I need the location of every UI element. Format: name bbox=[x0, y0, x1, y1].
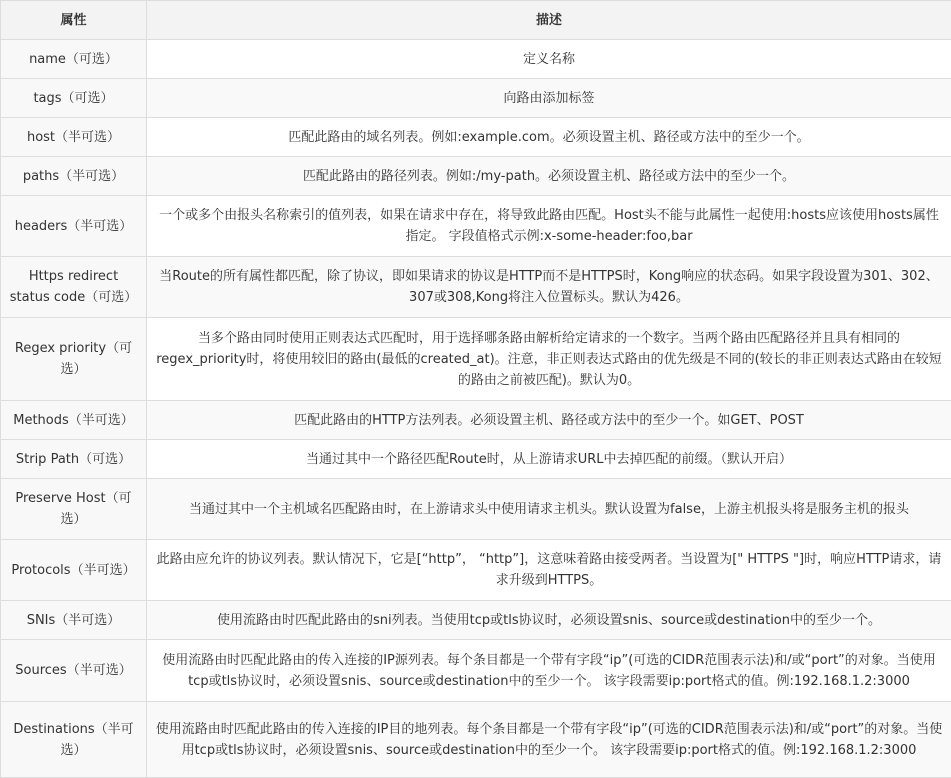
attribute-cell: headers（半可选） bbox=[1, 196, 147, 257]
table-row bbox=[1, 601, 951, 640]
attribute-cell: Https redirect status code（可选） bbox=[1, 257, 147, 318]
table-row bbox=[1, 540, 951, 601]
description-cell: 匹配此路由的路径列表。例如:/my-path。必须设置主机、路径或方法中的至少一个。 bbox=[147, 157, 951, 196]
attribute-cell: SNIs（半可选） bbox=[1, 601, 147, 640]
description-cell: 当通过其中一个路径匹配Route时，从上游请求URL中去掉匹配的前缀。（默认开启） bbox=[147, 440, 951, 479]
description-cell: 匹配此路由的域名列表。例如:example.com。必须设置主机、路径或方法中的至少一个。 bbox=[147, 118, 951, 157]
attribute-cell: host（半可选） bbox=[1, 118, 147, 157]
table-row bbox=[1, 318, 951, 401]
description-cell: 此路由应允许的协议列表。默认情况下，它是[“http”， “http”]，这意味着路由接受两者。当设置为[" HTTPS "]时，响应HTTP请求，请求升级到HTTPS。 bbox=[147, 540, 951, 601]
attribute-cell: Protocols（半可选） bbox=[1, 540, 147, 601]
description-cell: 一个或多个由报头名称索引的值列表，如果在请求中存在，将导致此路由匹配。Host头不能与此属性一起使用:hosts应该使用hosts属性指定。 字段值格式示例:x-some-header:foo,bar bbox=[147, 196, 951, 257]
attribute-cell: Strip Path（可选） bbox=[1, 440, 147, 479]
description-cell: 当Route的所有属性都匹配，除了协议，即如果请求的协议是HTTP而不是HTTPS时，Kong响应的状态码。如果字段设置为301、302、307或308,Kong将注入位置标头。默认为426。 bbox=[147, 257, 951, 318]
description-cell: 使用流路由时匹配此路由的sni列表。当使用tcp或tls协议时，必须设置snis、source或destination中的至少一个。 bbox=[147, 601, 951, 640]
description-cell: 向路由添加标签 bbox=[147, 79, 951, 118]
attribute-cell: Preserve Host（可选） bbox=[1, 479, 147, 540]
table-row bbox=[1, 640, 951, 702]
table-row bbox=[1, 157, 951, 196]
attribute-cell: Sources（半可选） bbox=[1, 640, 147, 702]
attribute-cell: Methods（半可选） bbox=[1, 401, 147, 440]
description-cell: 当通过其中一个主机域名匹配路由时，在上游请求头中使用请求主机头。默认设置为false，上游主机报头将是服务主机的报头 bbox=[147, 479, 951, 540]
attribute-cell: tags（可选） bbox=[1, 79, 147, 118]
attribute-cell: name（可选） bbox=[1, 40, 147, 79]
attribute-cell: paths（半可选） bbox=[1, 157, 147, 196]
table-row bbox=[1, 79, 951, 118]
table-row bbox=[1, 118, 951, 157]
table-row bbox=[1, 401, 951, 440]
attribute-cell: Destinations（半可选） bbox=[1, 702, 147, 778]
attribute-cell: Regex priority（可选） bbox=[1, 318, 147, 401]
table-row bbox=[1, 196, 951, 257]
description-cell: 使用流路由时匹配此路由的传入连接的IP目的地列表。每个条目都是一个带有字段“ip”(可选的CIDR范围表示法)和/或“port”的对象。当使用tcp或tls协议时，必须设置snis、source或destination中的至少一个。 该字段需要ip:port格式的值。例:192.168.1.2:3000 bbox=[147, 702, 951, 778]
table-row bbox=[1, 702, 951, 778]
description-cell: 匹配此路由的HTTP方法列表。必须设置主机、路径或方法中的至少一个。如GET、POST bbox=[147, 401, 951, 440]
table-row bbox=[1, 440, 951, 479]
table-row bbox=[1, 479, 951, 540]
header-attribute: 属性 bbox=[1, 1, 147, 40]
header-description: 描述 bbox=[147, 1, 951, 40]
description-cell: 使用流路由时匹配此路由的传入连接的IP源列表。每个条目都是一个带有字段“ip”(可选的CIDR范围表示法)和/或“port”的对象。当使用tcp或tls协议时，必须设置snis、source或destination中的至少一个。 该字段需要ip:port格式的值。例:192.168.1.2:3000 bbox=[147, 640, 951, 702]
table-row bbox=[1, 40, 951, 79]
table-row bbox=[1, 257, 951, 318]
table-header-row bbox=[1, 1, 951, 40]
description-cell: 当多个路由同时使用正则表达式匹配时，用于选择哪条路由解析给定请求的一个数字。当两个路由匹配路径并且具有相同的regex_priority时，将使用较旧的路由(最低的created_at)。注意，非正则表达式路由的优先级是不同的(较长的非正则表达式路由在较短的路由之前被匹配)。默认为0。 bbox=[147, 318, 951, 401]
description-cell: 定义名称 bbox=[147, 40, 951, 79]
table-body bbox=[1, 40, 951, 778]
